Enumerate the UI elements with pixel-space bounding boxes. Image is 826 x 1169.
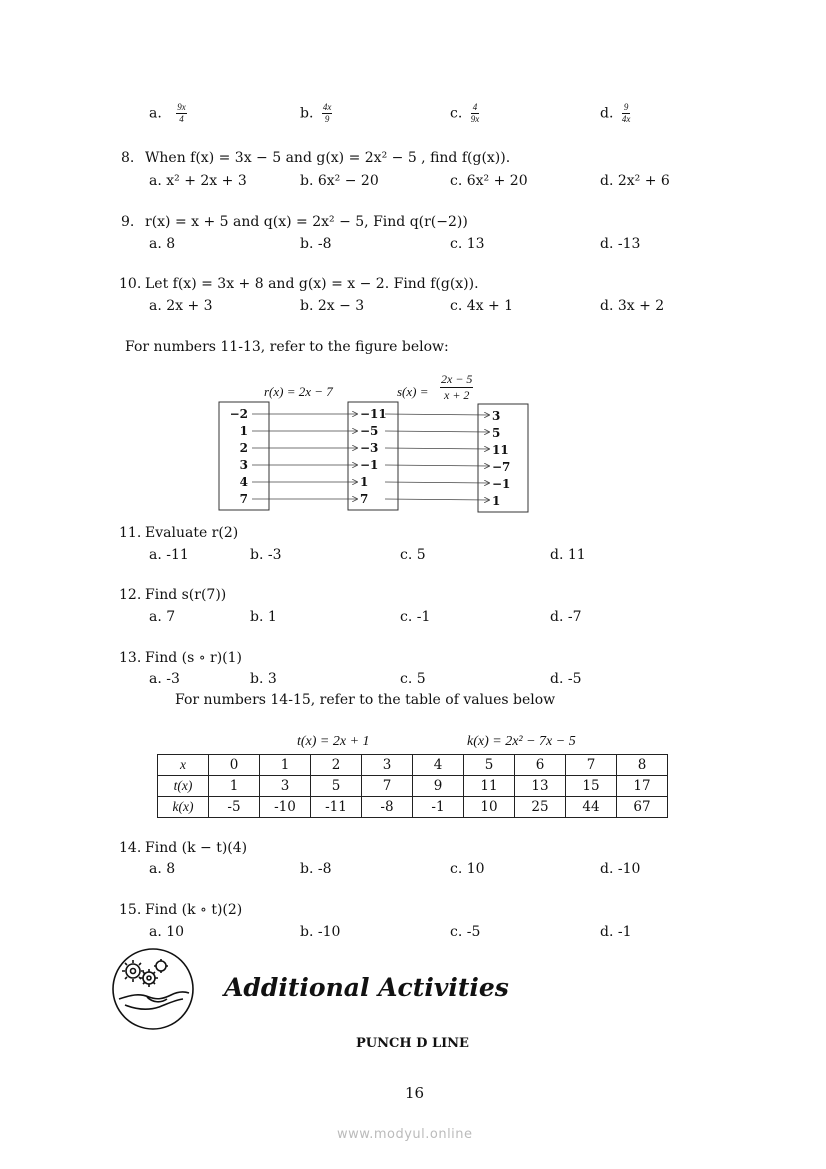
table-cell: 3 xyxy=(260,776,311,797)
q11-stem: Evaluate r(2) xyxy=(145,525,239,541)
table-row xyxy=(158,755,668,776)
domain-value: −2 xyxy=(229,407,248,421)
q15-choice-a: a. 10 xyxy=(149,924,185,940)
q9-stem: r(x) = x + 5 and q(x) = 2x² − 5, Find q(r(−2)) xyxy=(145,214,468,230)
q9-number: 9. xyxy=(121,214,135,230)
q7-d-fraction: $\frac{9}{4x}$ xyxy=(621,102,631,124)
q10-choice-a: a. 2x + 3 xyxy=(149,298,213,314)
k-function-label: k(x) = 2x² − 7x − 5 xyxy=(467,734,576,749)
q13-stem: Find (s ∘ r)(1) xyxy=(145,650,243,666)
table-cell: -11 xyxy=(311,797,362,818)
table-cell: 5 xyxy=(464,755,515,776)
q14-choice-b: b. -8 xyxy=(300,861,332,877)
q9-choice-d: d. -13 xyxy=(600,236,641,252)
s-function-fraction: $\frac{2x - 5}{x + 2}$ xyxy=(441,372,473,402)
middle-value: 1 xyxy=(360,475,369,489)
middle-value: −3 xyxy=(360,441,379,455)
q9-choice-c: c. 13 xyxy=(450,236,485,252)
q14-choice-c: c. 10 xyxy=(450,861,485,877)
q8-stem: When f(x) = 3x − 5 and g(x) = 2x² − 5 , find f(g(x)). xyxy=(145,150,511,166)
table-cell: 1 xyxy=(209,776,260,797)
table-cell: 17 xyxy=(617,776,668,797)
q9-choice-b: b. -8 xyxy=(300,236,332,252)
q14-stem: Find (k − t)(4) xyxy=(145,840,248,856)
q11-number: 11. xyxy=(119,525,142,541)
table-cell: -5 xyxy=(209,797,260,818)
table-cell: 4 xyxy=(413,755,464,776)
q15-choice-b: b. -10 xyxy=(300,924,341,940)
domain-value: 4 xyxy=(239,475,248,489)
table-cell: 11 xyxy=(464,776,515,797)
q11-choice-c: c. 5 xyxy=(400,547,426,563)
table-row xyxy=(158,797,668,818)
row-header: k(x) xyxy=(158,797,209,818)
s-mapping-arrow xyxy=(385,499,489,500)
s-mapping-arrow xyxy=(385,482,489,483)
table-cell: 6 xyxy=(515,755,566,776)
table-cell: 8 xyxy=(617,755,668,776)
q12-stem: Find s(r(7)) xyxy=(145,587,227,603)
q8-choice-d: d. 2x² + 6 xyxy=(600,173,670,189)
range-value: 3 xyxy=(492,409,501,423)
s-mapping-arrow xyxy=(385,431,489,432)
s-mapping-arrow xyxy=(385,465,489,466)
middle-value: −1 xyxy=(360,458,379,472)
table-cell: 25 xyxy=(515,797,566,818)
q11-choice-d: d. 11 xyxy=(550,547,586,563)
range-box xyxy=(478,404,528,512)
range-value: 5 xyxy=(492,426,501,440)
q15-number: 15. xyxy=(119,902,142,918)
q14-choice-d: d. -10 xyxy=(600,861,641,877)
q12-choice-a: a. 7 xyxy=(149,609,176,625)
s-function-label: s(x) = xyxy=(397,384,429,399)
q14-number: 14. xyxy=(119,840,142,856)
table-cell: 0 xyxy=(209,755,260,776)
q13-choice-d: d. -5 xyxy=(550,671,582,687)
table-cell: 1 xyxy=(260,755,311,776)
t-function-label: t(x) = 2x + 1 xyxy=(297,734,370,749)
table-cell: -1 xyxy=(413,797,464,818)
q15-choice-c: c. -5 xyxy=(450,924,481,940)
middle-value: −5 xyxy=(360,424,379,438)
row-header: x xyxy=(158,755,209,776)
domain-value: 3 xyxy=(239,458,248,472)
table-cell: 7 xyxy=(566,755,617,776)
q14-choice-a: a. 8 xyxy=(149,861,176,877)
range-value: −7 xyxy=(492,460,511,474)
q7-choice-d: d. $\frac{9}{4x}$ xyxy=(600,102,631,124)
q8-choice-b: b. 6x² − 20 xyxy=(300,173,379,189)
q10-choice-d: d. 3x + 2 xyxy=(600,298,665,314)
q7-choice-b: b. $\frac{4x}{9}$ xyxy=(300,102,332,124)
q10-choice-c: c. 4x + 1 xyxy=(450,298,514,314)
q7-c-fraction: $\frac{4}{9x}$ xyxy=(470,102,480,124)
table-cell: 44 xyxy=(566,797,617,818)
middle-value: 7 xyxy=(360,492,369,506)
range-value: 11 xyxy=(492,443,509,457)
table-cell: 3 xyxy=(362,755,413,776)
row-header: t(x) xyxy=(158,776,209,797)
q10-stem: Let f(x) = 3x + 8 and g(x) = x − 2. Find f(g(x)). xyxy=(145,276,479,292)
table-cell: 15 xyxy=(566,776,617,797)
table-cell: -8 xyxy=(362,797,413,818)
q12-choice-c: c. -1 xyxy=(400,609,431,625)
table-cell: 2 xyxy=(311,755,362,776)
table-cell: 67 xyxy=(617,797,668,818)
q11-choice-b: b. -3 xyxy=(250,547,282,563)
table-cell: 9 xyxy=(413,776,464,797)
table-cell: 13 xyxy=(515,776,566,797)
range-value: −1 xyxy=(492,477,511,491)
q13-choice-a: a. -3 xyxy=(149,671,180,687)
s-mapping-arrow xyxy=(385,448,489,449)
q8-number: 8. xyxy=(121,150,135,166)
gears-hand-icon xyxy=(111,947,197,1031)
subtitle: PUNCH D LINE xyxy=(356,1036,469,1051)
q12-number: 12. xyxy=(119,587,142,603)
q9-choice-a: a. 8 xyxy=(149,236,176,252)
q7-b-fraction: $\frac{4x}{9}$ xyxy=(322,102,332,124)
intro-11-13: For numbers 11-13, refer to the figure below: xyxy=(125,339,449,355)
watermark: www.modyul.online xyxy=(337,1127,473,1142)
middle-value: −11 xyxy=(360,407,387,421)
q12-choice-d: d. -7 xyxy=(550,609,582,625)
q13-choice-c: c. 5 xyxy=(400,671,426,687)
q10-choice-b: b. 2x − 3 xyxy=(300,298,365,314)
domain-value: 2 xyxy=(239,441,248,455)
q12-choice-b: b. 1 xyxy=(250,609,277,625)
q15-choice-d: d. -1 xyxy=(600,924,632,940)
values-table xyxy=(157,754,668,818)
q13-choice-b: b. 3 xyxy=(250,671,277,687)
domain-value: 7 xyxy=(239,492,248,506)
q15-stem: Find (k ∘ t)(2) xyxy=(145,902,243,918)
table-cell: 5 xyxy=(311,776,362,797)
table-cell: 10 xyxy=(464,797,515,818)
section-title: Additional Activities xyxy=(224,973,509,1002)
table-cell: -10 xyxy=(260,797,311,818)
intro-14-15: For numbers 14-15, refer to the table of values below xyxy=(175,692,556,708)
q7-choice-a: a. $\frac{9x}{4}$ xyxy=(149,102,186,124)
range-value: 1 xyxy=(492,494,501,508)
domain-value: 1 xyxy=(239,424,248,438)
q7-choice-c: c. $\frac{4}{9x}$ xyxy=(450,102,480,124)
table-row xyxy=(158,776,668,797)
q8-choice-c: c. 6x² + 20 xyxy=(450,173,528,189)
r-function-label: r(x) = 2x − 7 xyxy=(264,384,333,399)
table-cell: 7 xyxy=(362,776,413,797)
page-number: 16 xyxy=(405,1084,425,1102)
q8-choice-a: a. x² + 2x + 3 xyxy=(149,173,247,189)
q7-a-fraction: $\frac{9x}{4}$ xyxy=(177,102,186,124)
q11-choice-a: a. -11 xyxy=(149,547,189,563)
q13-number: 13. xyxy=(119,650,142,666)
mapping-values xyxy=(230,407,511,508)
s-mapping-arrow xyxy=(385,414,489,415)
q10-number: 10. xyxy=(119,276,142,292)
